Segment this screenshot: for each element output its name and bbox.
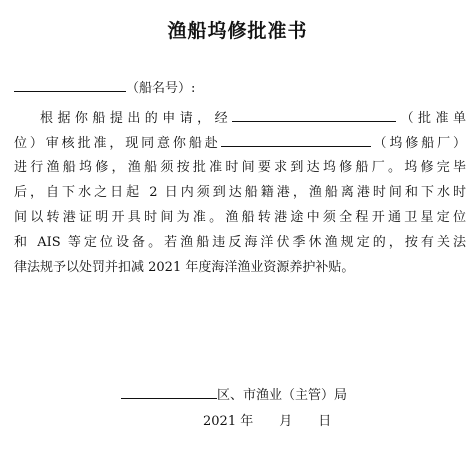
body-line-2-text-a: 位）审核批准，现同意你船赴 bbox=[14, 136, 221, 151]
date-month: 月 bbox=[279, 414, 293, 429]
body-line-6: 和 AIS 等定位设备。若渔船违反海洋伏季休渔规定的，按有关法 bbox=[14, 235, 466, 250]
approval-unit-blank bbox=[232, 109, 396, 122]
body-line-2 bbox=[14, 134, 466, 153]
body-line-1-text-a: 根据你船提出的申请，经 bbox=[40, 111, 233, 126]
body-line-4: 后，自下水之日起 2 日内须到达船籍港，渔船离港时间和下水时 bbox=[14, 185, 466, 200]
authority-line bbox=[121, 386, 347, 405]
body-line-7: 律法规予以处罚并扣减 2021 年度海洋渔业资源养护补贴。 bbox=[14, 260, 355, 275]
date-year: 2021 年 bbox=[203, 414, 254, 429]
shipyard-blank bbox=[221, 134, 371, 147]
document-title: 渔船坞修批准书 bbox=[167, 20, 308, 42]
ship-name-blank bbox=[14, 79, 126, 92]
body-line-5: 间以转港证明开具时间为准。渔船转港途中须全程开通卫星定位 bbox=[14, 210, 466, 225]
authority-blank bbox=[121, 386, 217, 399]
date-line bbox=[203, 413, 331, 431]
ship-name-line bbox=[14, 79, 466, 98]
authority-label: 区、市渔业（主管）局 bbox=[217, 388, 348, 403]
ship-name-label: （船名号）: bbox=[126, 81, 196, 96]
body-line-2-text-b: （坞修船厂） bbox=[370, 136, 466, 151]
body-line-3: 进行渔船坞修，渔船须按批准时间要求到达坞修船厂。坞修完毕 bbox=[14, 160, 466, 175]
body-line-1 bbox=[40, 109, 466, 128]
date-day: 日 bbox=[318, 414, 332, 429]
body-line-1-text-b: （批准单 bbox=[396, 111, 466, 126]
